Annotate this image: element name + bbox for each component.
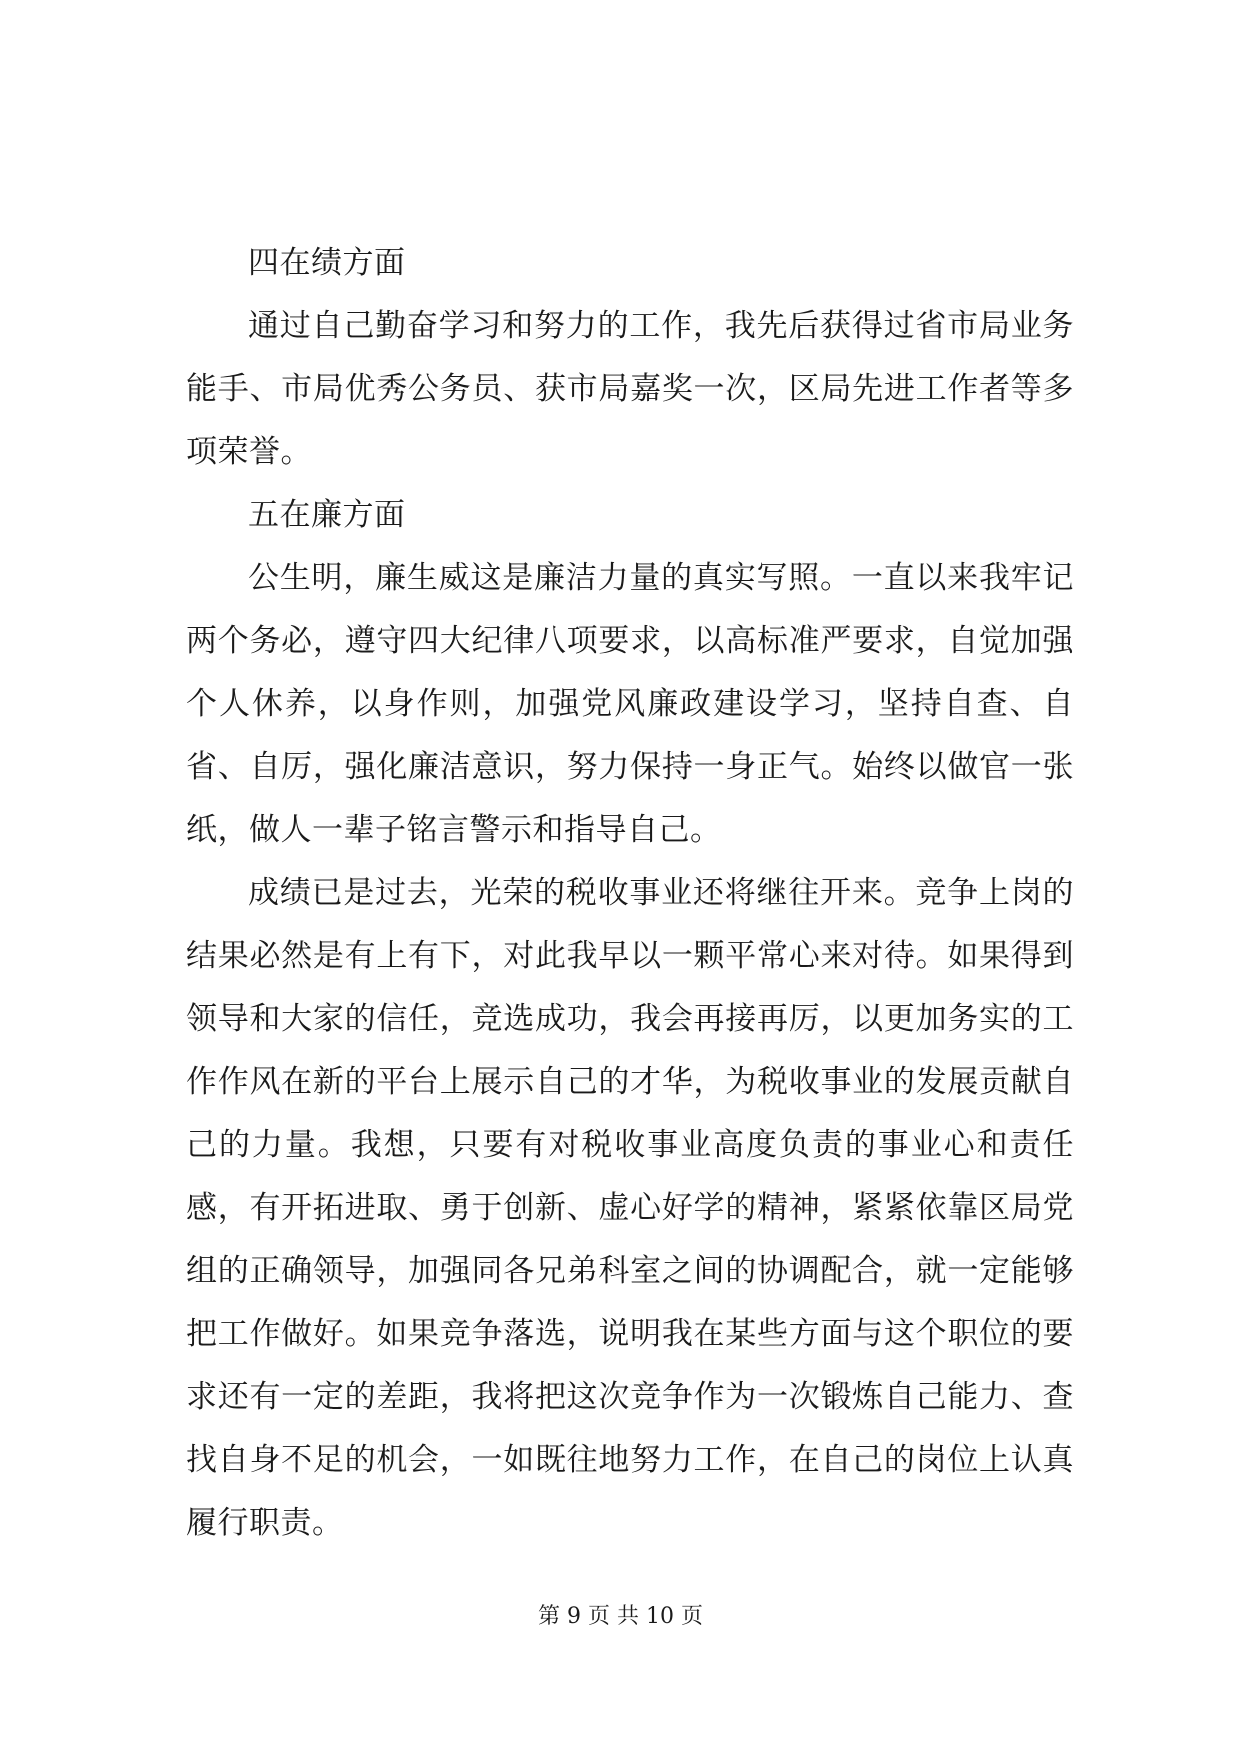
page-number-footer: 第 9 页 共 10 页 (538, 1604, 703, 1629)
paragraph-performance: 通过自己勤奋学习和努力的工作，我先后获得过省市局业务能手、市局优秀公务员、获市局嘉奖一次，区局先进工作者等多项荣誉。 (186, 308, 1074, 470)
section-heading-integrity: 五在廉方面 (248, 497, 406, 533)
paragraph-integrity: 公生明，廉生威这是廉洁力量的真实写照。一直以来我牢记两个务必，遵守四大纪律八项要求，以高标准严要求，自觉加强个人休养，以身作则，加强党风廉政建设学习，坚持自查、自省、自厉，强化廉洁意识，努力保持一身正气。始终以做官一张纸，做人一辈子铭言警示和指导自己。 (186, 560, 1074, 848)
document-body (186, 232, 1074, 1555)
section-heading-performance: 四在绩方面 (248, 245, 406, 281)
paragraph-conclusion: 成绩已是过去，光荣的税收事业还将继往开来。竞争上岗的结果必然是有上有下，对此我早以一颗平常心来对待。如果得到领导和大家的信任，竞选成功，我会再接再厉，以更加务实的工作作风在新的平台上展示自己的才华，为税收事业的发展贡献自己的力量。我想，只要有对税收事业高度负责的事业心和责任感，有开拓进取、勇于创新、虚心好学的精神，紧紧依靠区局党组的正确领导，加强同各兄弟科室之间的协调配合，就一定能够把工作做好。如果竞争落选，说明我在某些方面与这个职位的要求还有一定的差距，我将把这次竞争作为一次锻炼自己能力、查找自身不足的机会，一如既往地努力工作，在自己的岗位上认真履行职责。 (186, 875, 1074, 1541)
